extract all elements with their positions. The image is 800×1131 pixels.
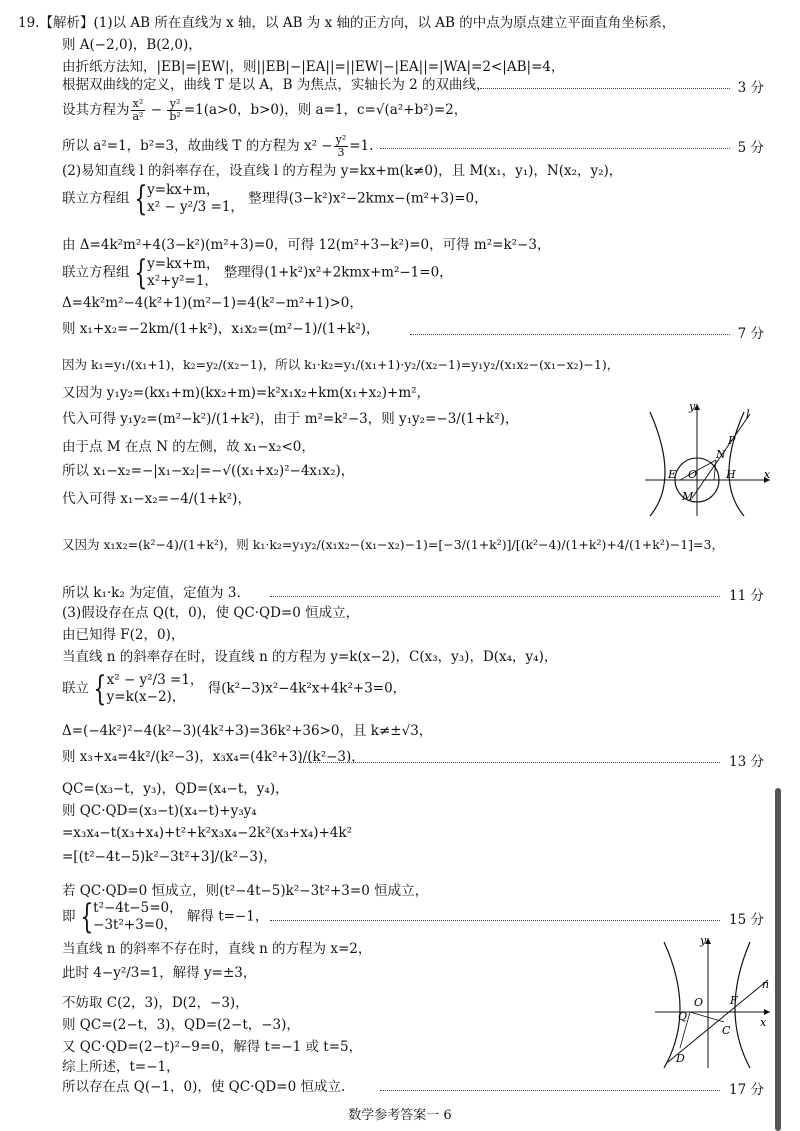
fig1-label-y: y bbox=[689, 400, 696, 413]
fig2-label-x: x bbox=[760, 1016, 767, 1029]
sys-row: x²+y²=1， bbox=[147, 273, 218, 289]
sys-row: −3t²+3=0， bbox=[93, 917, 178, 933]
line-28: 则 QC·QD=(x₃−t)(x₄−t)+y₃y₄ bbox=[62, 803, 257, 819]
hyperbola-right-branch bbox=[729, 412, 744, 516]
fig2-label-F: F bbox=[730, 994, 738, 1007]
frac-den: 3 bbox=[337, 146, 345, 159]
fig1-label-x: x bbox=[764, 468, 771, 481]
line-10b: 整理得(1+k²)x²+2kmx+m²−1=0， bbox=[223, 264, 453, 281]
line-27: QC=(x₃−t，y₃)，QD=(x₄−t，y₄)， bbox=[62, 781, 289, 797]
line-32b: 解得 t=−1， bbox=[186, 908, 269, 925]
line-18: 代入可得 x₁−x₂=−4/(1+k²)， bbox=[62, 491, 251, 507]
fig1-label-E: E bbox=[668, 468, 677, 481]
scrollbar-thumb[interactable] bbox=[775, 788, 781, 1131]
score-2: 5 分 bbox=[737, 140, 764, 156]
line-15: 代入可得 y₁y₂=(m²−k²)/(1+k²)，由于 m²=k²−3，则 y₁y₂=−3/(1+k²)， bbox=[62, 411, 519, 427]
line-8 bbox=[62, 179, 488, 219]
line-31: 若 QC·QD=0 恒成立，则(t²−4t−5)k²−3t²+3=0 恒成立， bbox=[62, 883, 429, 899]
dot-leader bbox=[410, 334, 730, 335]
fig1-label-N: N bbox=[716, 448, 726, 461]
dot-leader bbox=[300, 762, 720, 763]
equation-system-1 bbox=[147, 182, 244, 216]
dot-leader bbox=[380, 1090, 720, 1091]
fig2-label-O: O bbox=[694, 996, 704, 1009]
score-3: 7 分 bbox=[737, 326, 764, 342]
hyperbola-left-branch bbox=[650, 412, 665, 516]
line-17: 所以 x₁−x₂=−|x₁−x₂|=−√((x₁+x₂)²−4x₁x₂)， bbox=[62, 463, 355, 479]
line-24 bbox=[62, 669, 407, 709]
page-footer: 数学参考答案一 6 bbox=[348, 1108, 452, 1123]
equation-system-2 bbox=[147, 256, 219, 290]
line-32 bbox=[62, 897, 269, 937]
line-21: (3)假设存在点 Q(t，0)，使 QC·QD=0 恒成立， bbox=[62, 605, 360, 621]
left-brace: { bbox=[133, 179, 147, 219]
left-brace: { bbox=[79, 897, 93, 937]
sys-row: y=kx+m， bbox=[147, 182, 220, 198]
line-36: 则 QC=(2−t，3)，QD=(2−t，−3)， bbox=[62, 1017, 300, 1033]
sys-row: t²−4t−5=0， bbox=[93, 900, 183, 916]
line-32a: 即 bbox=[62, 908, 76, 925]
line-1: 19.【解析】(1)以 AB 所在直线为 x 轴，以 AB 为 x 轴的正方向，以 AB 的中点为原点建立平面直角坐标系， bbox=[18, 15, 676, 31]
dot-leader bbox=[380, 148, 730, 149]
equation-system-3 bbox=[107, 672, 204, 706]
line-2: 则 A(−2,0)，B(2,0)， bbox=[62, 37, 202, 53]
line-7: (2)易知直线 l 的斜率存在，设直线 l 的方程为 y=kx+m(k≠0)，且 M(x₁，y₁)，N(x₂，y₂)， bbox=[62, 163, 623, 179]
line-9: 由 Δ=4k²m²+4(3−k²)(m²+3)=0，可得 12(m²+3−k²)=0，可得 m²=k²−3， bbox=[62, 237, 551, 253]
line-39: 所以存在点 Q(−1，0)，使 QC·QD=0 恒成立. bbox=[62, 1079, 346, 1095]
figure-hyperbola-line-n bbox=[650, 930, 775, 1070]
line-14: 又因为 y₁y₂=(kx₁+m)(kx₂+m)=k²x₁x₂+km(x₁+x₂)+m²， bbox=[62, 385, 431, 401]
line-6a: 所以 a²=1，b²=3，故曲线 T 的方程为 x² − bbox=[62, 138, 333, 154]
line-5b: =1(a>0，b>0)，则 a=1，c=√(a²+b²)=2， bbox=[183, 102, 468, 118]
line-16: 由于点 M 在点 N 的左侧，故 x₁−x₂<0， bbox=[62, 439, 315, 455]
line-6b: =1. bbox=[349, 138, 374, 154]
line-8a: 联立方程组 bbox=[62, 190, 130, 207]
frac-num: x² bbox=[131, 98, 146, 111]
sys-row: y=kx+m， bbox=[147, 256, 220, 272]
line-26: 则 x₃+x₄=4k²/(k²−3)，x₃x₄=(4k²+3)/(k²−3)， bbox=[62, 749, 365, 765]
line-24b: 得(k²−3)x²−4k²x+4k²+3=0， bbox=[207, 680, 407, 697]
sys-row: x² − y²/3 =1， bbox=[147, 199, 244, 215]
line-5a: 设其方程为 bbox=[62, 102, 130, 118]
fig2-label-C: C bbox=[722, 1024, 731, 1037]
frac-y2-b2 bbox=[167, 98, 182, 123]
line-29: =x₃x₄−t(x₃+x₄)+t²+k²x₃x₄−2k²(x₃+x₄)+4k² bbox=[62, 825, 352, 841]
line-23: 当直线 n 的斜率存在时，设直线 n 的方程为 y=k(x−2)，C(x₃，y₃)，D(x₄，y₄)， bbox=[62, 649, 558, 665]
sys-row: x² − y²/3 =1， bbox=[106, 672, 204, 688]
line-12: 则 x₁+x₂=−2km/(1+k²)，x₁x₂=(m²−1)/(1+k²)， bbox=[62, 321, 380, 337]
line-33: 当直线 n 的斜率不存在时，直线 n 的方程为 x=2， bbox=[62, 941, 372, 957]
hyperbola-left-branch bbox=[664, 942, 680, 1068]
line-38: 综上所述，t=−1， bbox=[62, 1059, 180, 1075]
figure-hyperbola-circle bbox=[640, 398, 775, 518]
frac-num: y² bbox=[335, 133, 347, 146]
line-10 bbox=[62, 253, 453, 293]
line-20: 所以 k₁·k₂ 为定值，定值为 3. bbox=[62, 585, 241, 601]
line-25: Δ=(−4k²)²−4(k²−3)(4k²+3)=36k²+36>0，且 k≠±√3， bbox=[62, 723, 433, 739]
left-brace: { bbox=[93, 669, 107, 709]
fig2-label-y: y bbox=[700, 934, 707, 947]
frac-den: a² bbox=[132, 110, 144, 123]
frac-num: y² bbox=[167, 98, 182, 111]
frac-den: b² bbox=[169, 110, 181, 123]
line-13: 因为 k₁=y₁/(x₁+1)，k₂=y₂/(x₂−1)，所以 k₁·k₂=y₁/(x₁+1)·y₂/(x₂−1)=y₁y₂/(x₁x₂−(x₁−x₂)−1)， bbox=[62, 357, 620, 372]
line-24a: 联立 bbox=[62, 680, 89, 697]
line-4: 根据双曲线的定义，曲线 T 是以 A，B 为焦点，实轴长为 2 的双曲线， bbox=[62, 77, 490, 93]
line-30: =[(t²−4t−5)k²−3t²+3]/(k²−3)， bbox=[62, 849, 277, 865]
line-11: Δ=4k²m²−4(k²+1)(m²−1)=4(k²−m²+1)>0， bbox=[62, 295, 363, 311]
line-35: 不妨取 C(2，3)，D(2，−3)， bbox=[62, 995, 249, 1011]
score-4: 11 分 bbox=[729, 588, 764, 604]
line-8b: 整理得(3−k²)x²−2kmx−(m²+3)=0， bbox=[248, 190, 488, 207]
frac-y2-3 bbox=[334, 134, 349, 159]
score-6: 15 分 bbox=[729, 912, 764, 928]
dot-leader bbox=[270, 920, 720, 921]
segment-HN bbox=[714, 460, 716, 480]
left-brace: { bbox=[133, 253, 147, 293]
line-5: 设其方程为 $\frac{\text{x²}}{\text{a²}}$ − $\frac{\text{y²}}{\text{b²}}$ =1(a>0，b>0)，则 a=1，c=√(a²+b²)=2， bbox=[62, 97, 468, 123]
segment-QC bbox=[690, 1012, 724, 1022]
x-axis-arrow bbox=[764, 1009, 770, 1015]
fig1-label-H: H bbox=[726, 468, 736, 481]
line-3: 由折纸方法知，|EB|=|EW|，则||EB|−|EA||=||EW|−|EA||=|WA|=2<|AB|=4， bbox=[62, 59, 565, 75]
fig2-label-D: D bbox=[676, 1052, 685, 1065]
dot-leader bbox=[480, 88, 730, 89]
line-34: 此时 4−y²/3=1，解得 y=±3， bbox=[62, 965, 257, 981]
line-19: 又因为 x₁x₂=(k²−4)/(1+k²)，则 k₁·k₂=y₁y₂/(x₁x₂−(x₁−x₂)−1)=[−3/(1+k²)]/[(k²−4)/(1+k²)+4/(1+k²)−1]=3， bbox=[62, 537, 724, 552]
equation-system-4 bbox=[93, 900, 182, 934]
fig1-label-l: l bbox=[746, 408, 750, 421]
score-1: 3 分 bbox=[737, 80, 764, 96]
fig2-label-Q: Q bbox=[678, 1010, 688, 1023]
sys-row: y=k(x−2)， bbox=[106, 689, 186, 705]
line-10a: 联立方程组 bbox=[62, 264, 130, 281]
score-7: 17 分 bbox=[729, 1082, 764, 1098]
frac-x2-a2 bbox=[131, 98, 146, 123]
score-5: 13 分 bbox=[729, 754, 764, 770]
line-37: 又 QC·QD=(2−t)²−9=0，解得 t=−1 或 t=5， bbox=[62, 1039, 363, 1055]
segment-EN bbox=[680, 460, 716, 480]
fig1-label-M: M bbox=[682, 490, 694, 503]
fig1-label-P: P bbox=[728, 434, 736, 447]
line-6 bbox=[62, 134, 373, 159]
fig2-label-n: n bbox=[762, 978, 770, 991]
line-22: 由已知得 F(2，0)， bbox=[62, 627, 185, 643]
fig1-label-O: O bbox=[688, 468, 698, 481]
dot-leader bbox=[270, 596, 720, 597]
